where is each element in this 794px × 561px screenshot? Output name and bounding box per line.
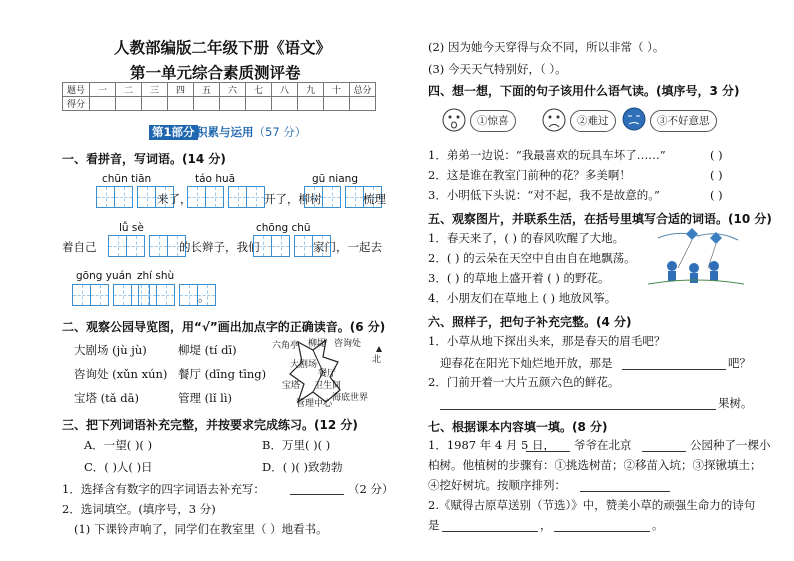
q2-row-1[interactable]: 大剧场 (jù jù) bbox=[74, 343, 147, 357]
q7-blank-3[interactable] bbox=[580, 491, 670, 492]
q3-sub2-1[interactable]: (1) 下课铃声响了，同学们在教室里（ ）地看书。 bbox=[74, 522, 328, 536]
q7-line-3: ④挖好树坑。按顺序排列： bbox=[428, 478, 566, 492]
score-header-cell: 总分 bbox=[350, 83, 376, 97]
pinyin-4: lǚ sè bbox=[119, 222, 144, 234]
q4-heading: 四、想一想，下面的句子该用什么语气读。(填序号，3 分) bbox=[428, 84, 740, 98]
q7-line-1a: 1．1987 年 4 月 5 日， bbox=[428, 438, 555, 452]
score-cell[interactable] bbox=[272, 97, 298, 111]
q4-blank-3[interactable]: ( ) bbox=[710, 188, 723, 202]
pinyin-1: chūn tiān bbox=[102, 173, 152, 185]
q5-line-2[interactable]: 2．( ) 的云朵在天空中自由自在地飘荡。 bbox=[428, 251, 636, 265]
q1-heading: 一、看拼音，写词语。(14 分) bbox=[62, 152, 226, 166]
score-cell[interactable] bbox=[324, 97, 350, 111]
q4-sentence-1: 1．弟弟一边说：“我最喜欢的玩具车坏了……” bbox=[428, 148, 666, 162]
q1-text-2: 开了，柳树 bbox=[264, 192, 322, 206]
q6-line-2: 迎春花在阳光下灿烂地开放，那是 bbox=[440, 356, 613, 370]
score-header-cell: 一 bbox=[90, 83, 116, 97]
q1-text-3: 梳理 bbox=[363, 192, 386, 206]
score-header-cell: 四 bbox=[168, 83, 194, 97]
paper-subtitle: 第一单元综合素质测评卷 bbox=[130, 64, 301, 82]
pinyin-6: gōng yuán bbox=[76, 270, 132, 282]
q4-option-1: ①惊喜 bbox=[470, 110, 516, 132]
q3-item-a[interactable]: A．一望( )( ) bbox=[84, 438, 153, 452]
paper-title: 人教部编版二年级下册《语文》 bbox=[114, 39, 332, 57]
q1-text-1: 来了， bbox=[157, 192, 192, 206]
kite-flying-illustration bbox=[648, 228, 744, 286]
q6-blank-1[interactable] bbox=[622, 369, 726, 370]
q2-row-3[interactable]: 咨询处 (xǔn xún) bbox=[74, 367, 168, 381]
part-badge: 第1部分 bbox=[149, 125, 198, 140]
pinyin-2: táo huā bbox=[195, 173, 236, 185]
write-grid-4[interactable] bbox=[108, 235, 185, 257]
surprised-face-icon bbox=[438, 106, 472, 134]
write-grid-2[interactable] bbox=[187, 186, 264, 208]
q3-heading: 三、把下列词语补充完整，并按要求完成练习。(12 分) bbox=[62, 418, 358, 432]
q4-option-3: ③不好意思 bbox=[650, 110, 717, 132]
score-header-cell: 六 bbox=[220, 83, 246, 97]
q7-blank-2[interactable] bbox=[642, 451, 686, 452]
q3-sub1-score: （2 分） bbox=[348, 482, 394, 496]
pinyin-5: chōng chū bbox=[256, 222, 311, 234]
q2-row-2[interactable]: 柳堤 (tí dī) bbox=[178, 343, 237, 357]
q5-line-3[interactable]: 3．( ) 的草地上盛开着 ( ) 的野花。 bbox=[428, 271, 610, 285]
q2-row-4[interactable]: 餐厅 (dīng tīng) bbox=[178, 367, 267, 381]
q7-line-5a: 是 bbox=[428, 518, 440, 532]
score-cell[interactable] bbox=[116, 97, 142, 111]
q6-line-3: 2．门前开着一大片五颜六色的鲜花。 bbox=[428, 375, 620, 389]
q3-sub2-3[interactable]: (3) 今天天气特别好，（ ）。 bbox=[428, 62, 567, 76]
q7-line-1b: 爷爷在北京 bbox=[574, 438, 632, 452]
q7-blank-1[interactable] bbox=[526, 451, 570, 452]
part-label: 积累与运用（57 分） bbox=[196, 125, 307, 139]
score-cell[interactable] bbox=[220, 97, 246, 111]
q3-item-d[interactable]: D．( )( )致勃勃 bbox=[262, 460, 343, 474]
q4-sentence-3: 3．小明低下头说：“对不起，我不是故意的。” bbox=[428, 188, 660, 202]
q5-line-4[interactable]: 4．小朋友们在草地上 ( ) 地放风筝。 bbox=[428, 291, 617, 305]
map-label-guanlizhongxin: 管理中心 bbox=[296, 399, 333, 409]
q7-blank-5[interactable] bbox=[554, 531, 650, 532]
q7-heading: 七、根据课本内容填一填。(8 分) bbox=[428, 420, 608, 434]
sad-face-icon bbox=[538, 106, 572, 134]
score-cell[interactable] bbox=[142, 97, 168, 111]
pinyin-7: zhí shù bbox=[137, 270, 175, 282]
q7-line-1c: 公园种了一棵小 bbox=[690, 438, 771, 452]
score-header-cell: 题号 bbox=[63, 83, 90, 97]
q1-text-5: 的长辫子，我们 bbox=[179, 240, 260, 254]
score-header-cell: 九 bbox=[298, 83, 324, 97]
pinyin-3: gū niang bbox=[312, 173, 358, 185]
q2-heading: 二、观察公园导览图，用“√”画出加点字的正确读音。(6 分) bbox=[62, 320, 386, 334]
score-cell[interactable] bbox=[246, 97, 272, 111]
q3-sub1: 1．选择含有数字的四字词语去补充写： bbox=[62, 482, 265, 496]
map-label-weishengjian: 卫生间 bbox=[314, 381, 342, 391]
q3-sub2: 2．选词填空。(填序号，3 分) bbox=[62, 502, 216, 516]
q2-row-5[interactable]: 宝塔 (tǎ dā) bbox=[74, 391, 139, 405]
map-label-baota: 宝塔 bbox=[282, 381, 301, 391]
score-table bbox=[62, 82, 376, 111]
map-label-north: 北 bbox=[372, 355, 382, 365]
q6-line-2-end: 吧？ bbox=[728, 356, 751, 370]
q2-row-6[interactable]: 管理 (lǐ lì) bbox=[178, 391, 232, 405]
q3-sub2-2[interactable]: (2) 因为她今天穿得与众不同，所以非常（ ）。 bbox=[428, 40, 665, 54]
map-label-canting: 餐厅 bbox=[318, 369, 337, 379]
q1-period: 。 bbox=[198, 290, 210, 304]
north-arrow-icon bbox=[376, 346, 382, 352]
q5-heading: 五、观察图片，并联系生活，在括号里填写合适的词语。(10 分) bbox=[428, 212, 772, 226]
score-cell[interactable] bbox=[90, 97, 116, 111]
q1-text-4: 着自己 bbox=[62, 240, 97, 254]
score-header-cell: 八 bbox=[272, 83, 298, 97]
score-cell[interactable] bbox=[298, 97, 324, 111]
score-cell[interactable] bbox=[168, 97, 194, 111]
map-label-dajuchang: 大剧场 bbox=[290, 360, 318, 370]
score-label-cell: 得分 bbox=[63, 97, 90, 111]
shy-face-icon bbox=[618, 104, 652, 134]
score-cell[interactable] bbox=[194, 97, 220, 111]
q7-comma: ， bbox=[540, 518, 552, 532]
score-header-cell: 二 bbox=[116, 83, 142, 97]
q7-line-2: 柏树。他植树的步骤有：①挑选树苗；②移苗入坑；③探锹填土； bbox=[428, 458, 762, 472]
map-label-liudi: 柳堤 bbox=[308, 339, 327, 349]
map-label-haidishijie: 海底世界 bbox=[332, 393, 369, 403]
map-label-liujiaoting: 六角亭 bbox=[272, 341, 300, 351]
score-header-cell: 十 bbox=[324, 83, 350, 97]
q7-line-5b: 。 bbox=[652, 518, 664, 532]
q5-line-1[interactable]: 1．春天来了，( ) 的春风吹醒了大地。 bbox=[428, 231, 625, 245]
q6-line-1: 1．小草从地下探出头来，那是春天的眉毛吧？ bbox=[428, 334, 666, 348]
q3-item-c[interactable]: C．( )人( )日 bbox=[84, 460, 153, 474]
score-header-cell: 三 bbox=[142, 83, 168, 97]
q4-option-2: ②难过 bbox=[570, 110, 616, 132]
q3-item-b[interactable]: B．万里( )( ) bbox=[262, 438, 331, 452]
score-header-cell: 七 bbox=[246, 83, 272, 97]
q7-line-4: 2.《赋得古原草送别（节选）》中，赞美小草的顽强生命力的诗句 bbox=[428, 498, 756, 512]
q6-blank-2[interactable] bbox=[440, 409, 716, 410]
q4-blank-1[interactable]: ( ) bbox=[710, 148, 723, 162]
q4-sentence-2: 2．这是谁在教室门前种的花？多美啊！ bbox=[428, 168, 631, 182]
q1-text-6: 家门，一起去 bbox=[313, 240, 382, 254]
q4-blank-2[interactable]: ( ) bbox=[710, 168, 723, 182]
q7-blank-4[interactable] bbox=[442, 531, 538, 532]
score-header-cell: 五 bbox=[194, 83, 220, 97]
map-label-zixunchu: 咨询处 bbox=[334, 339, 362, 349]
score-cell[interactable] bbox=[350, 97, 376, 111]
q6-heading: 六、照样子，把句子补充完整。(4 分) bbox=[428, 315, 632, 329]
q6-line-4-end: 果树。 bbox=[718, 396, 753, 410]
q3-sub1-blank[interactable] bbox=[290, 494, 344, 495]
